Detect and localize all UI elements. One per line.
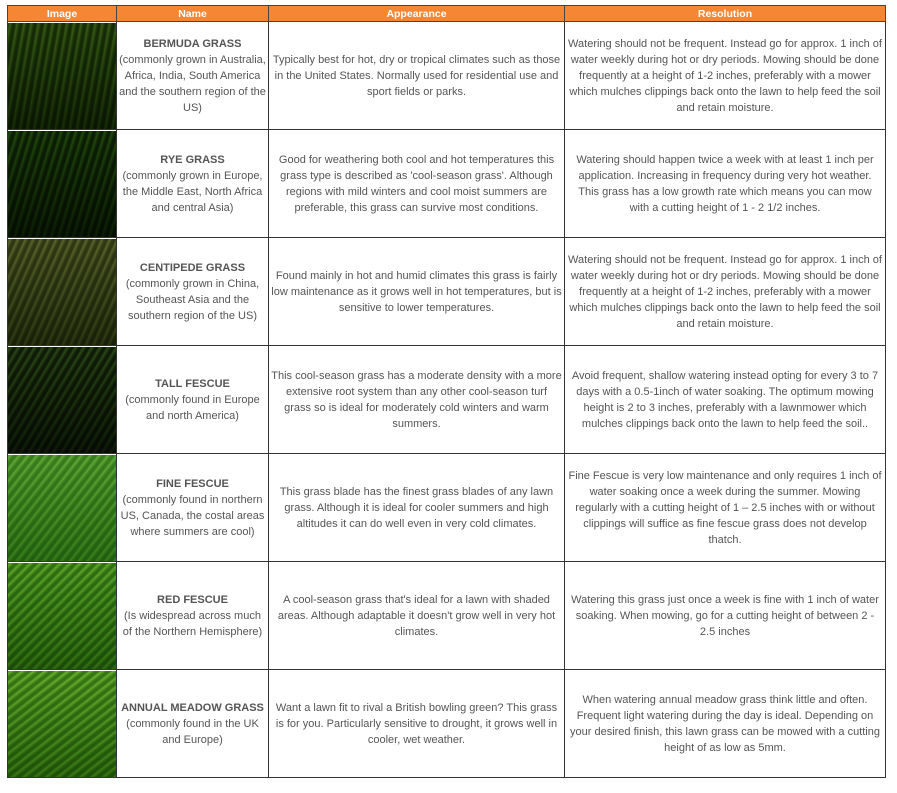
name-cell <box>117 346 269 454</box>
grass-name: CENTIPEDE GRASS <box>139 261 246 274</box>
resolution-cell: When watering annual meadow grass think little and often. Frequent light watering during the day is ideal. Depending on your desired finish, this lawn grass can be mowed with a cutting height of as low as 5mm. <box>565 670 886 778</box>
grass-name: RED FESCUE <box>157 593 228 606</box>
grass-name: TALL FESCUE <box>155 377 230 390</box>
resolution-cell: Avoid frequent, shallow watering instead opting for every 3 to 7 days with a 0.5-1inch of water soaking. The optimum mowing height is 2 to 3 inches, preferably with a lawnmower which mulches clippings back onto the lawn to help feed the soil.. <box>565 346 886 454</box>
appearance-cell: A cool-season grass that's ideal for a lawn with shaded areas. Although adaptable it doesn't grow well in very hot climates. <box>269 562 565 670</box>
header-name: Name <box>117 6 269 22</box>
name-cell <box>117 130 269 238</box>
grass-photo-tall-fescue <box>8 347 116 453</box>
resolution-cell: Watering should not be frequent. Instead go for approx. 1 inch of water weekly during hot or dry periods. Mowing should be done frequently at a height of 1-2 inches, preferably with a mower which mulches clippings back onto the lawn to help feed the soil and retain moisture. <box>565 238 886 346</box>
table-row <box>8 346 886 454</box>
appearance-cell: This cool-season grass has a moderate density with a more extensive root system than any other cool-season turf grass so is ideal for moderately cold winters and warm summers. <box>269 346 565 454</box>
resolution-cell: Watering should happen twice a week with at least 1 inch per application. Increasing in frequency during very hot weather. This grass has a low growth rate which means you can mow with a cutting height of 1 - 2 1/2 inches. <box>565 130 886 238</box>
grass-name: FINE FESCUE <box>156 477 229 490</box>
grass-image-cell <box>8 346 117 454</box>
table-row <box>8 670 886 778</box>
appearance-cell: Found mainly in hot and humid climates this grass is fairly low maintenance as it grows well in hot temperatures, but is sensitive to lower temperatures. <box>269 238 565 346</box>
appearance-cell: Want a lawn fit to rival a British bowling green? This grass is for you. Particularly sensitive to drought, it grows well in cooler, wet weather. <box>269 670 565 778</box>
appearance-cell: This grass blade has the finest grass blades of any lawn grass. Although it is ideal for cooler summers and high altitudes it can do well even in very cold climates. <box>269 454 565 562</box>
header-resolution: Resolution <box>565 6 886 22</box>
grass-origin: (commonly grown in Australia, Africa, India, South America and the southern region of the US) <box>119 53 266 114</box>
grass-origin: (commonly found in the UK and Europe) <box>126 717 259 746</box>
table-row <box>8 238 886 346</box>
table-row <box>8 130 886 238</box>
table-header-row <box>8 6 886 22</box>
name-cell <box>117 670 269 778</box>
grass-photo-annual-meadow <box>8 671 116 777</box>
header-image: Image <box>8 6 117 22</box>
table-row <box>8 562 886 670</box>
grass-image-cell <box>8 562 117 670</box>
grass-image-cell <box>8 670 117 778</box>
name-cell <box>117 562 269 670</box>
grass-photo-red-fescue <box>8 563 116 669</box>
grass-origin: (commonly grown in Europe, the Middle East, North Africa and central Asia) <box>122 169 263 214</box>
name-cell <box>117 238 269 346</box>
resolution-cell: Watering this grass just once a week is fine with 1 inch of water soaking. When mowing, go for a cutting height of between 2 - 2.5 inches <box>565 562 886 670</box>
grass-image-cell <box>8 454 117 562</box>
grass-image-cell <box>8 22 117 130</box>
grass-photo-fine-fescue <box>8 455 116 561</box>
table-row <box>8 22 886 130</box>
grass-origin: (Is widespread across much of the Northern Hemisphere) <box>122 609 263 638</box>
name-cell <box>117 22 269 130</box>
table-row <box>8 454 886 562</box>
grass-image-cell <box>8 238 117 346</box>
name-cell <box>117 454 269 562</box>
grass-photo-centipede <box>8 239 116 345</box>
grass-origin: (commonly grown in China, Southeast Asia and the southern region of the US) <box>125 277 260 322</box>
grass-image-cell <box>8 130 117 238</box>
header-appearance: Appearance <box>269 6 565 22</box>
grass-photo-bermuda <box>8 23 116 129</box>
grass-origin: (commonly found in Europe and north America) <box>125 393 260 422</box>
grass-name: BERMUDA GRASS <box>143 37 242 50</box>
grass-types-table <box>7 5 886 778</box>
grass-name: ANNUAL MEADOW GRASS <box>121 701 264 714</box>
grass-origin: (commonly found in northern US, Canada, the costal areas where summers are cool) <box>120 493 265 538</box>
appearance-cell: Good for weathering both cool and hot temperatures this grass type is described as 'cool-season grass'. Although regions with mild winters and cool moist summers are preferable, this grass can survive most conditions. <box>269 130 565 238</box>
resolution-cell: Watering should not be frequent. Instead go for approx. 1 inch of water weekly during hot or dry periods. Mowing should be done frequently at a height of 1-2 inches, preferably with a mower which mulches clippings back onto the lawn to help feed the soil and retain moisture. <box>565 22 886 130</box>
grass-photo-rye <box>8 131 116 237</box>
appearance-cell: Typically best for hot, dry or tropical climates such as those in the United States. Normally used for residential use and sport fields or parks. <box>269 22 565 130</box>
grass-name: RYE GRASS <box>160 153 225 166</box>
resolution-cell: Fine Fescue is very low maintenance and only requires 1 inch of water soaking once a week during the summer. Mowing regularly with a cutting height of 1 – 2.5 inches with or without clippings will suffice as fine fescue grass does not develop thatch. <box>565 454 886 562</box>
